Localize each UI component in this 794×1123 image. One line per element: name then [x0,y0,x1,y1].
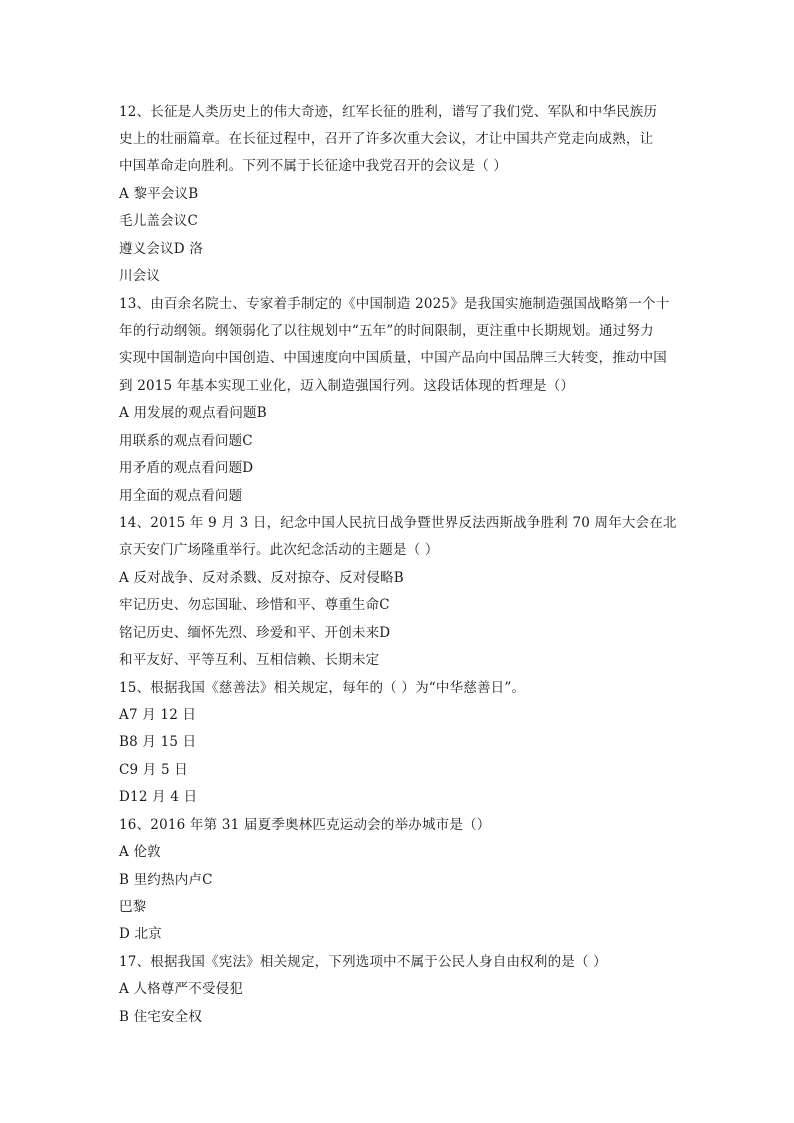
q16-option-a: A 伦敦 [119,844,161,860]
q17-option-b: B 住宅安全权 [119,1009,203,1025]
q13-option-d: 用全面的观点看问题 [119,488,243,504]
q13-stem-line-3: 实现中国制造向中国创造、中国速度向中国质量，中国产品向中国品牌三大转变，推动中国 [119,350,667,366]
q13-option-c: 用矛盾的观点看问题D [119,460,254,476]
q14-option-d: 和平友好、平等互利、互相信赖、长期未定 [119,652,380,668]
q17-option-a: A 人格尊严不受侵犯 [119,981,244,997]
q12-stem-line-1: 12、长征是人类历史上的伟大奇迹，红军长征的胜利，谱写了我们党、军队和中华民族历 [119,104,658,120]
q15-stem: 15、根据我国《慈善法》相关规定，每年的（ ）为“中华慈善日”。 [119,680,526,696]
q15-option-c: C9 月 5 日 [119,762,188,778]
q16-option-d: D 北京 [119,926,162,942]
q14-stem-line-2: 京天安门广场隆重举行。此次纪念活动的主题是（ ） [119,542,439,558]
q14-option-c: 铭记历史、缅怀先烈、珍爱和平、开创未来D [119,625,391,641]
q14-stem-line-1: 14、2015 年 9 月 3 日，纪念中国人民抗日战争暨世界反法西斯战争胜利 70 周年大会在北 [119,515,677,531]
q13-option-b: 用联系的观点看问题C [119,433,253,449]
q12-option-b: 毛儿盖会议C [119,213,199,229]
q12-stem-line-3: 中国革命走向胜利。下列不属于长征途中我党召开的会议是（ ） [119,158,508,174]
q14-option-a: A 反对战争、反对杀戮、反对掠夺、反对侵略B [119,570,404,586]
q16-option-b: B 里约热内卢C [119,872,213,888]
q12-stem-line-2: 史上的壮丽篇章。在长征过程中，召开了许多次重大会议，才让中国共产党走向成熟，让 [119,131,654,147]
q15-option-d: D12 月 4 日 [119,789,198,805]
q13-option-a: A 用发展的观点看问题B [119,405,267,421]
q13-stem-line-1: 13、由百余名院士、专家着手制定的《中国制造 2025》是我国实施制造强国战略第一个十 [119,296,670,312]
q13-stem-line-4: 到 2015 年基本实现工业化，迈入制造强国行列。这段话体现的哲理是（） [119,378,575,394]
q15-option-a: A7 月 12 日 [119,707,197,723]
q12-option-d: 川会议 [119,268,161,284]
q14-option-b: 牢记历史、勿忘国耻、珍惜和平、尊重生命C [119,597,390,613]
q12-option-a: A 黎平会议B [119,186,199,202]
q15-option-b: B8 月 15 日 [119,734,197,750]
q17-stem: 17、根据我国《宪法》相关规定，下列选项中不属于公民人身自由权利的是（ ） [119,954,607,970]
q16-option-c: 巴黎 [119,899,147,915]
q12-option-c: 遵义会议D 洛 [119,241,204,257]
q16-stem: 16、2016 年第 31 届夏季奥林匹克运动会的举办城市是（） [119,817,491,833]
q13-stem-line-2: 年的行动纲领。纲领弱化了以往规划中“五年”的时间限制，更注重中长期规划。通过努力 [119,323,654,339]
